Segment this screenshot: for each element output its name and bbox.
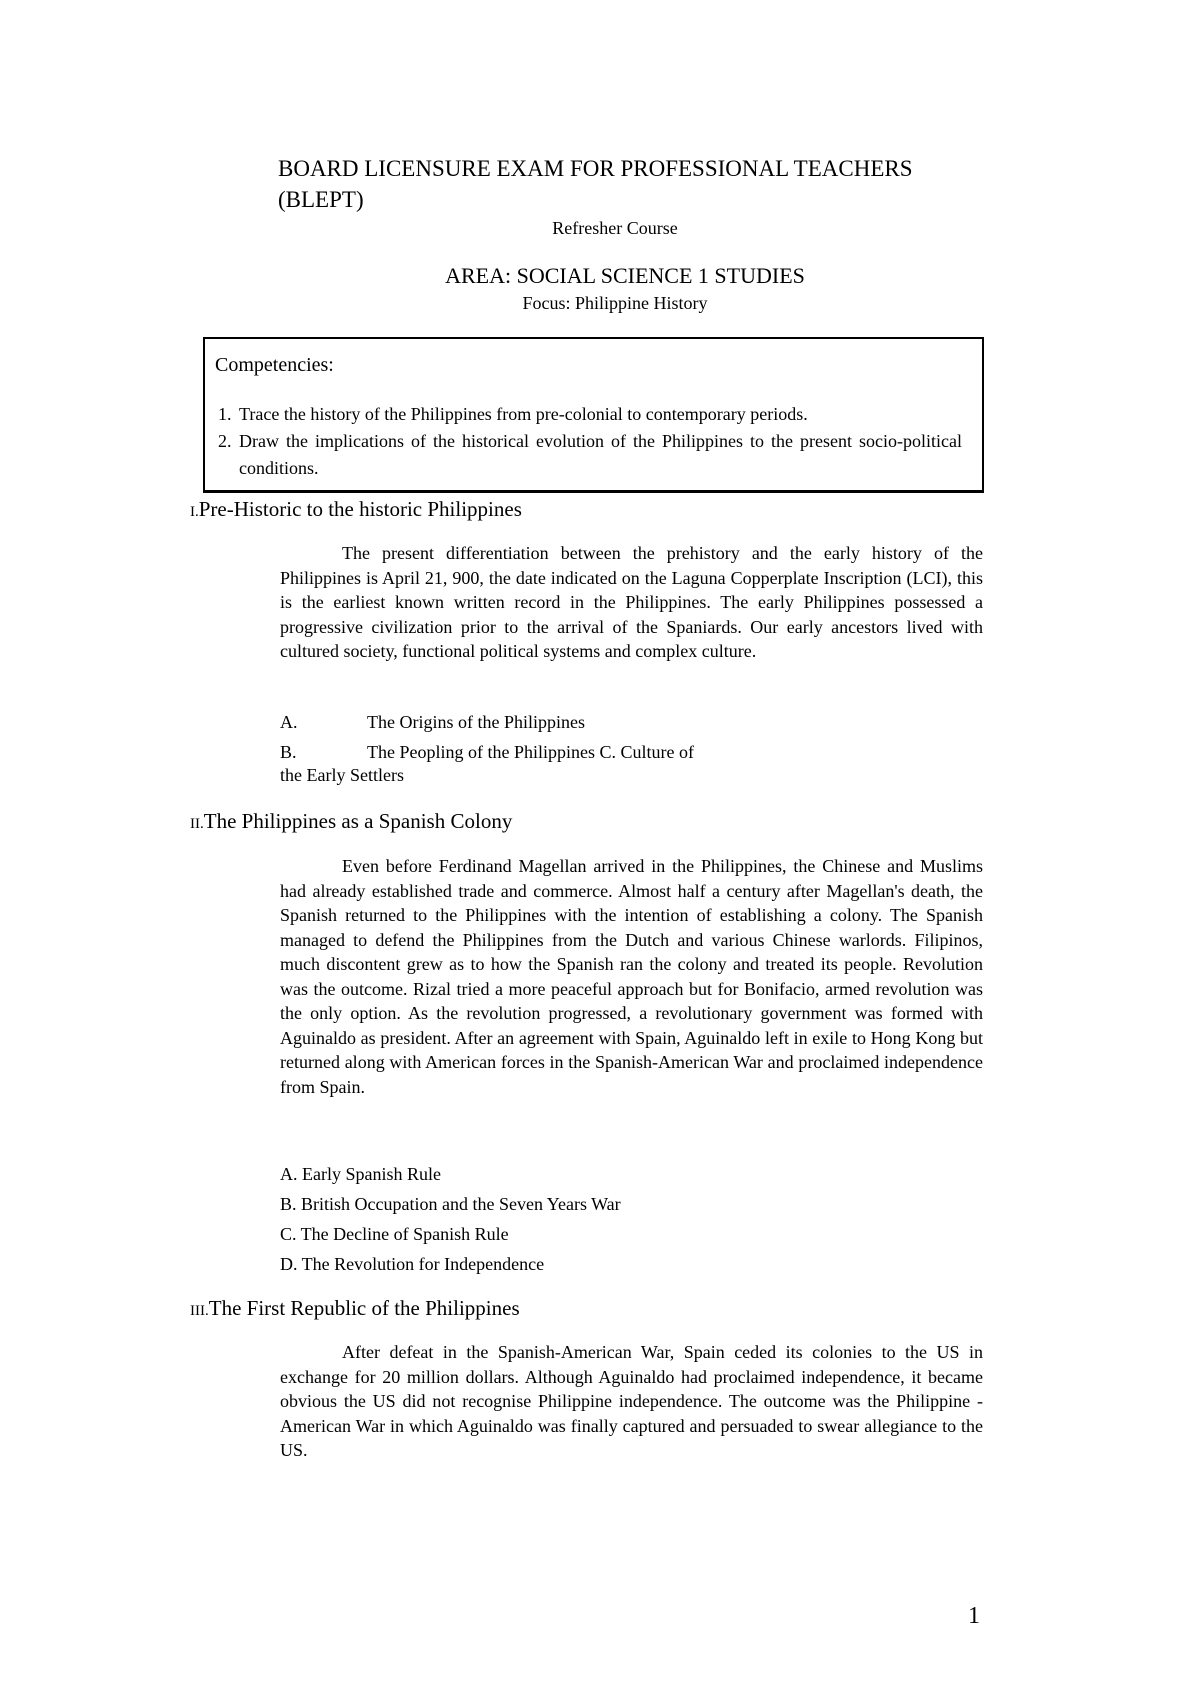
- competency-number: 1.: [218, 404, 232, 424]
- section-paragraph: The present differentiation between the prehistory and the early history of the Philippines is April 21, 900, the date indicated on the Laguna Copperplate Inscription (LCI), this is the earliest known written record in the Philippines. The early Philippines possessed a progressive civilization prior to the arrival of the Spaniards. Our early ancestors lived with cultured society, functional political systems and complex culture.: [280, 543, 983, 661]
- list-item: [280, 707, 585, 737]
- section-title: The First Republic of the Philippines: [208, 1296, 520, 1320]
- section-title: The Philippines as a Spanish Colony: [203, 809, 513, 833]
- list-item-text: The Peopling of the Philippines C. Culture of: [367, 742, 694, 762]
- section-numeral: III.: [190, 1303, 209, 1319]
- list-item: C. The Decline of Spanish Rule: [280, 1224, 509, 1244]
- list-item: A. Early Spanish Rule: [280, 1164, 441, 1184]
- section-paragraph: After defeat in the Spanish-American War, Spain ceded its colonies to the US in exchange for 20 million dollars. Although Aguinaldo had proclaimed independence, it became obvious the US did not recognise Philippine independence. The outcome was the Philippine - American War in which Aguinaldo was finally captured and persuaded to swear allegiance to the US.: [280, 1342, 983, 1460]
- competencies-box: [203, 337, 984, 493]
- competencies-title: Competencies:: [215, 354, 334, 376]
- list-item-continuation: the Early Settlers: [280, 765, 404, 785]
- section-numeral: II.: [190, 816, 204, 832]
- section-heading: [190, 497, 522, 522]
- document-title: BOARD LICENSURE EXAM FOR PROFESSIONAL TEACHERS (BLEPT): [278, 156, 913, 212]
- section-paragraph: Even before Ferdinand Magellan arrived in the Philippines, the Chinese and Muslims had already established trade and commerce. Almost half a century after Magellan's death, the Spanish returned to the Philippines with the intention of establishing a colony. The Spanish managed to defend the Philippines from the Dutch and various Chinese warlords. Filipinos, much discontent grew as to how the Spanish ran the colony and treated its people. Revolution was the outcome. Rizal tried a more peaceful approach but for Bonifacio, armed revolution was the only option. As the revolution progressed, a revolutionary government was formed with Aguinaldo as president. After an agreement with Spain, Aguinaldo left in exile to Hong Kong but returned along with American forces in the Spanish-American War and proclaimed independence from Spain.: [280, 856, 983, 1097]
- section-numeral: I.: [190, 504, 199, 520]
- section-heading: [190, 1296, 520, 1321]
- list-item: D. The Revolution for Independence: [280, 1254, 545, 1274]
- section-heading: [190, 809, 512, 834]
- list-item-letter: A.: [280, 712, 298, 732]
- competency-text: Draw the implications of the historical evolution of the Philippines to the present socio-political conditions.: [239, 431, 962, 478]
- focus-line: Focus: Philippine History: [522, 293, 708, 313]
- list-item-letter: B.: [280, 742, 297, 762]
- competency-number: 2.: [218, 431, 232, 451]
- list-item: B. British Occupation and the Seven Years War: [280, 1194, 621, 1214]
- section-title: Pre-Historic to the historic Philippines: [198, 497, 522, 521]
- competency-text: Trace the history of the Philippines from pre-colonial to contemporary periods.: [239, 404, 808, 424]
- document-subtitle: Refresher Course: [552, 218, 678, 238]
- page-number: 1: [968, 1603, 980, 1629]
- area-heading: AREA: SOCIAL SCIENCE 1 STUDIES: [445, 263, 805, 288]
- list-item-text: The Origins of the Philippines: [367, 712, 585, 732]
